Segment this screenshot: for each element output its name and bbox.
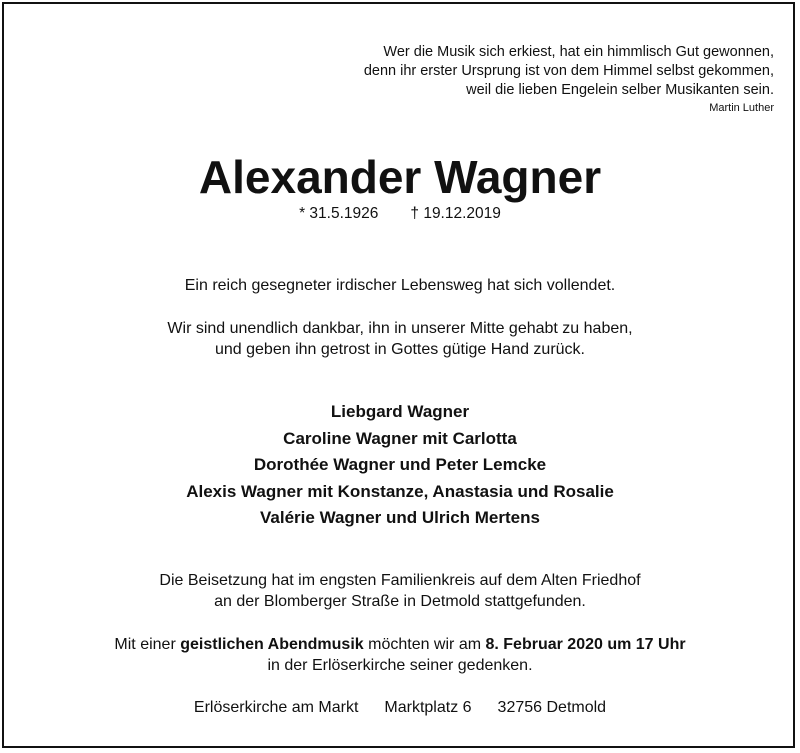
gratitude-paragraph xyxy=(0,318,800,360)
family-list xyxy=(0,399,800,532)
burial-line: Die Beisetzung hat im engsten Familienkreis auf dem Alten Friedhof xyxy=(159,572,641,589)
quote-line: Wer die Musik sich erkiest, hat ein himmlisch Gut gewonnen, xyxy=(383,44,774,60)
memorial-prefix: Mit einer xyxy=(114,636,181,653)
burial-notice xyxy=(0,570,800,612)
venue-city: 32756 Detmold xyxy=(497,699,607,716)
memorial-notice xyxy=(0,634,800,676)
family-member: Caroline Wagner mit Carlotta xyxy=(283,428,517,448)
gratitude-line: Wir sind unendlich dankbar, ihn in unserer Mitte gehabt zu haben, xyxy=(167,320,633,337)
memorial-line: in der Erlöserkirche seiner gedenken. xyxy=(267,657,533,674)
quote-author: Martin Luther xyxy=(709,102,774,114)
memorial-datetime: 8. Februar 2020 um 17 Uhr xyxy=(485,636,686,653)
life-dates xyxy=(0,204,800,224)
memorial-line xyxy=(0,634,800,655)
intro-line: Ein reich gesegneter irdischer Lebensweg hat sich vollendet. xyxy=(184,277,616,294)
venue-street: Marktplatz 6 xyxy=(384,699,472,716)
quote-line: denn ihr erster Ursprung ist von dem Himmel selbst gekommen, xyxy=(363,63,774,79)
death-date: † 19.12.2019 xyxy=(410,205,501,222)
intro-paragraph xyxy=(0,275,800,296)
family-member: Liebgard Wagner xyxy=(330,402,470,421)
memorial-middle: möchten wir am xyxy=(363,636,486,653)
burial-line: an der Blomberger Straße in Detmold stattgefunden. xyxy=(214,593,586,610)
family-member: Alexis Wagner mit Konstanze, Anastasia und Rosalie xyxy=(186,481,614,501)
venue-address xyxy=(0,697,800,718)
memorial-event: geistlichen Abendmusik xyxy=(180,636,364,653)
venue-name: Erlöserkirche am Markt xyxy=(193,699,359,716)
gratitude-line: und geben ihn getrost in Gottes gütige Hand zurück. xyxy=(214,341,585,358)
family-member: Valérie Wagner und Ulrich Mertens xyxy=(260,508,540,527)
birth-date: * 31.5.1926 xyxy=(299,205,379,222)
family-member: Dorothée Wagner und Peter Lemcke xyxy=(253,455,547,474)
quote-line: weil die lieben Engelein selber Musikanten sein. xyxy=(466,82,774,98)
deceased-name: Alexander Wagner xyxy=(198,151,602,203)
epigraph-quote xyxy=(364,43,774,115)
